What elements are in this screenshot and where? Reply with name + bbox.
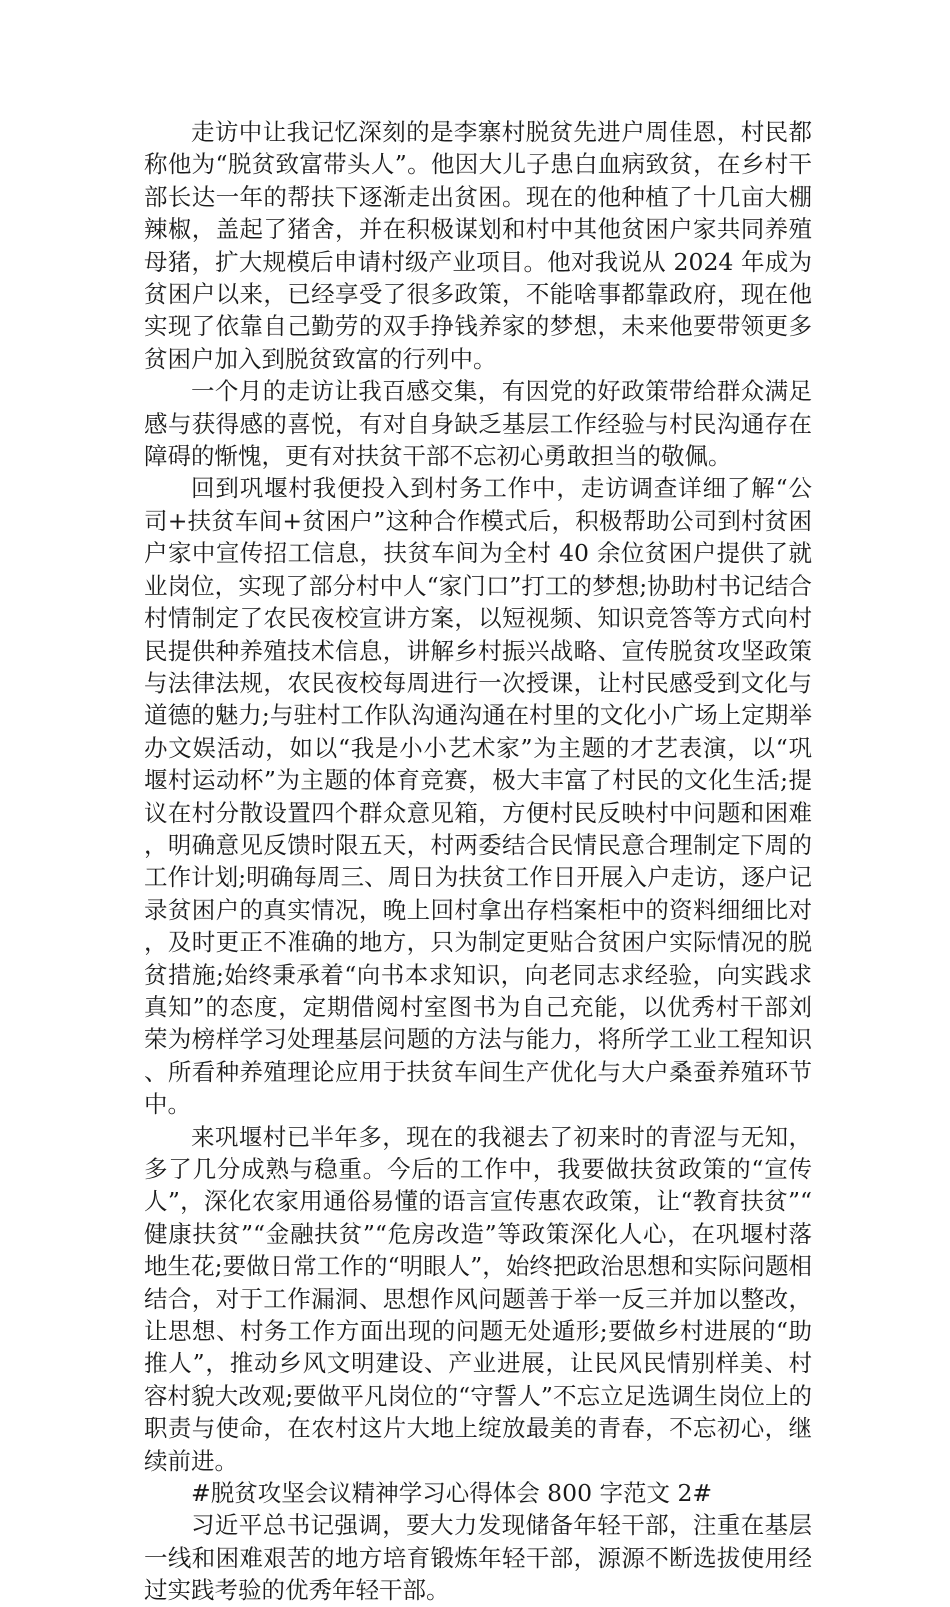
paragraph-month-visit: 一个月的走访让我百感交集，有因党的好政策带给群众满足感与获得感的喜悦，有对自身缺乏基层工作经验与村民沟通存在障碍的惭愧，更有对扶贫干部不忘初心勇敢担当的敬佩。 [144, 377, 812, 471]
paragraph-village-work: 回到巩堰村我便投入到村务工作中，走访调查详细了解“公司+扶贫车间+贫困户”这种合作模式后，积极帮助公司到村贫困户家中宣传招工信息，扶贫车间为全村 40 余位贫困户提供了就业岗位，实现了部分村中人“家门口”打工的梦想;协助村书记结合村情制定了农民夜校宣讲方案，以短视频、知识竞答等方式向村民提供种养殖技术信息，讲解乡村振兴战略、宣传脱贫攻坚政策与法律法规，农民夜校每周进行一次授课，让村民感受到文化与道德的魅力;与驻村工作队沟通沟通在村里的文化小广场上定期举办文娱活动，如以“我是小小艺术家”为主题的才艺表演，以“巩堰村运动杯”为主题的体育竞赛，极大丰富了村民的文化生活;提议在村分散设置四个群众意见箱，方便村民反映村中问题和困难，明确意见反馈时限五天，村两委结合民情民意合理制定下周的工作计划;明确每周三、周日为扶贫工作日开展入户走访，逐户记录贫困户的真实情况，晚上回村拿出存档案柜中的资料细细比对，及时更正不准确的地方，只为制定更贴合贫困户实际情况的脱贫措施;始终秉承着“向书本求知识，向老同志求经验，向实践求真知”的态度，定期借阅村室图书为自己充能，以优秀村干部刘荣为榜样学习处理基层问题的方法与能力，将所学工业工程知识、所看种养殖理论应用于扶贫车间生产优化与大户桑蚕养殖环节中。 [144, 474, 812, 1119]
paragraph-half-year: 来巩堰村已半年多，现在的我褪去了初来时的青涩与无知，多了几分成熟与稳重。今后的工作中，我要做扶贫政策的“宣传人”，深化农家用通俗易懂的语言宣传惠农政策，让“教育扶贫”“健康扶贫”“金融扶贫”“危房改造”等政策深化人心，在巩堰村落地生花;要做日常工作的“明眼人”，始终把政治思想和实际问题相结合，对于工作漏洞、思想作风问题善于举一反三并加以整改，让思想、村务工作方面出现的问题无处遁形;要做乡村进展的“助推人”，推动乡风文明建设、产业进展，让民风民情别样美、村容村貌大改观;要做平凡岗位的“守誓人”不忘立足选调生岗位上的职责与使命，在农村这片大地上绽放最美的青春，不忘初心，继续前进。 [144, 1122, 812, 1475]
paragraph-xi-quote: 习近平总书记强调，要大力发现储备年轻干部，注重在基层一线和困难艰苦的地方培育锻炼年轻干部，源源不断选拔使用经过实践考验的优秀年轻干部。 [144, 1511, 812, 1605]
section-heading: #脱贫攻坚会议精神学习心得体会 800 字范文 2# [191, 1479, 713, 1508]
document-body [144, 116, 812, 1607]
paragraph-zhou-jiaen: 走访中让我记忆深刻的是李寨村脱贫先进户周佳恩，村民都称他为“脱贫致富带头人”。他因大儿子患白血病致贫，在乡村干部长达一年的帮扶下逐渐走出贫困。现在的他种植了十几亩大棚辣椒，盖起了猪舍，并在积极谋划和村中其他贫困户家共同养殖母猪，扩大规模后申请村级产业项目。他对我说从 2024 年成为贫困户以来，已经享受了很多政策，不能啥事都靠政府，现在他实现了依靠自己勤劳的双手挣钱养家的梦想，未来他要带领更多贫困户加入到脱贫致富的行列中。 [144, 118, 812, 373]
